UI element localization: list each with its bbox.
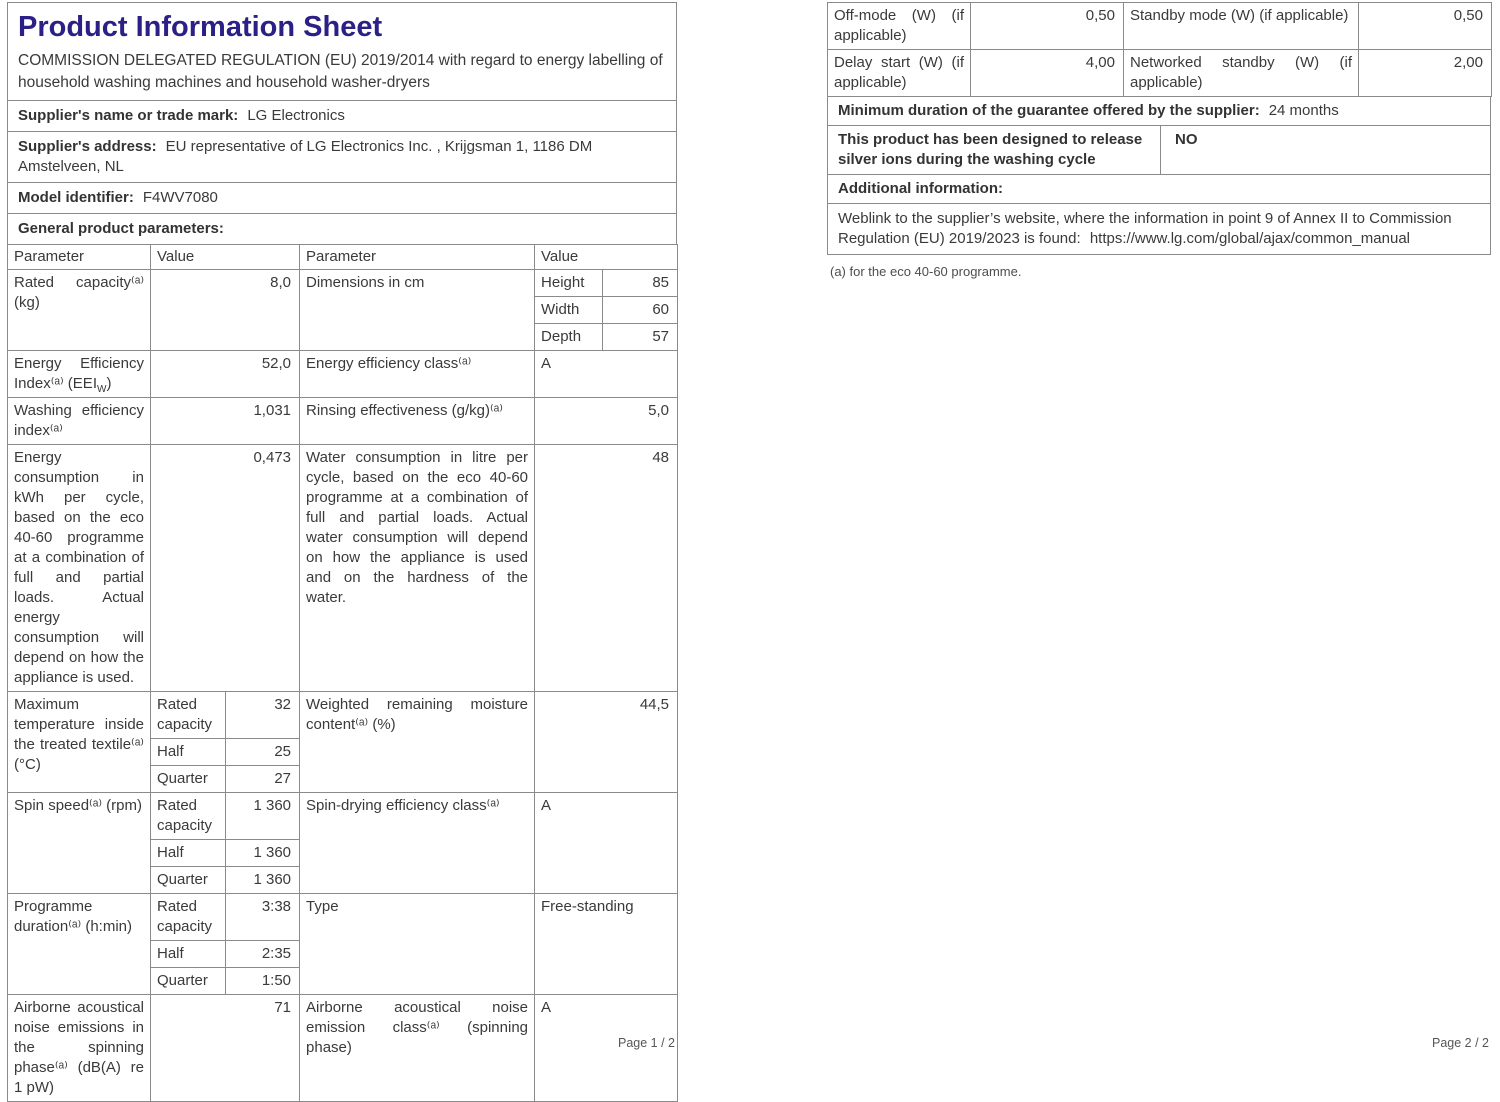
spin-speed-quarter-label: Quarter <box>151 867 226 894</box>
type-param: Type <box>300 894 535 995</box>
spin-class-value: A <box>535 793 678 894</box>
table-row <box>8 351 678 398</box>
max-temp-half-label: Half <box>151 739 226 766</box>
dimension-height-value: 85 <box>603 270 678 297</box>
type-value: Free-standing <box>535 894 678 995</box>
supplier-address-value: EU representative of LG Electronics Inc. , Krijgsman 1, 1186 DM Amstelveen, NL <box>18 138 593 175</box>
noise-class-param: Airborne acoustical noise emission class⁽ᵃ⁾ (spinning phase) <box>300 995 535 1102</box>
eei-subscript: W <box>96 384 107 395</box>
max-temp-quarter-label: Quarter <box>151 766 226 793</box>
standby-param: Standby mode (W) (if applicable) <box>1124 3 1359 50</box>
model-identifier-label: Model identifier: <box>18 189 134 206</box>
spin-speed-rated-label: Rated capacity <box>151 793 226 840</box>
table-row <box>8 995 678 1102</box>
spin-speed-half-value: 1 360 <box>226 840 300 867</box>
duration-rated-value: 3:38 <box>226 894 300 941</box>
dimension-depth-label: Depth <box>535 324 603 351</box>
duration-half-label: Half <box>151 941 226 968</box>
duration-rated-label: Rated capacity <box>151 894 226 941</box>
eei-param-text: Energy Efficiency Index⁽ᵃ⁾ (EEI <box>14 355 144 392</box>
page-title: Product Information Sheet <box>18 11 383 43</box>
eei-param <box>8 351 151 398</box>
document-page-1 <box>7 2 677 1096</box>
page-number-2: Page 2 / 2 <box>1432 1036 1489 1050</box>
spin-speed-quarter-value: 1 360 <box>226 867 300 894</box>
table-row <box>8 894 678 941</box>
networked-standby-value: 2,00 <box>1359 50 1492 97</box>
duration-quarter-value: 1:50 <box>226 968 300 995</box>
table-row <box>8 270 678 297</box>
moisture-param: Weighted remaining moisture content⁽ᵃ⁾ (%) <box>300 692 535 793</box>
supplier-address-row <box>7 131 677 183</box>
model-identifier-value: F4WV7080 <box>142 189 218 206</box>
dimensions-param: Dimensions in cm <box>300 270 535 351</box>
water-consumption-value: 48 <box>535 445 678 692</box>
dimension-depth-value: 57 <box>603 324 678 351</box>
eei-value: 52,0 <box>151 351 300 398</box>
noise-class-value: A <box>535 995 678 1102</box>
off-mode-value: 0,50 <box>971 3 1124 50</box>
max-temp-quarter-value: 27 <box>226 766 300 793</box>
general-parameters-table <box>7 244 678 1102</box>
document-page-2 <box>827 2 1491 1048</box>
table-row <box>8 445 678 692</box>
eei-param-close: ) <box>106 375 112 392</box>
delay-start-value: 4,00 <box>971 50 1124 97</box>
header-parameter-2: Parameter <box>300 245 535 270</box>
spin-speed-rated-value: 1 360 <box>226 793 300 840</box>
energy-consumption-value: 0,473 <box>151 445 300 692</box>
supplier-name-value: LG Electronics <box>247 107 345 124</box>
footnote-eco-programme: (a) for the eco 40-60 programme. <box>830 264 1022 279</box>
energy-class-value: A <box>535 351 678 398</box>
header-value-1: Value <box>151 245 300 270</box>
table-row <box>8 398 678 445</box>
supplier-name-row <box>7 100 677 132</box>
additional-information-label: Additional information: <box>838 180 1003 197</box>
washing-index-value: 1,031 <box>151 398 300 445</box>
rinsing-value: 5,0 <box>535 398 678 445</box>
max-temp-rated-value: 32 <box>226 692 300 739</box>
guarantee-value: 24 months <box>1268 102 1339 119</box>
max-temp-rated-label: Rated capacity <box>151 692 226 739</box>
max-temp-half-value: 25 <box>226 739 300 766</box>
power-modes-table <box>827 2 1492 97</box>
table-row <box>8 793 678 840</box>
table-row <box>828 50 1492 97</box>
spin-speed-param: Spin speed⁽ᵃ⁾ (rpm) <box>8 793 151 894</box>
duration-half-value: 2:35 <box>226 941 300 968</box>
water-consumption-param: Water consumption in litre per cycle, based on the eco 40-60 programme at a combination of full and partial loads. Actual water consumption will depend on how the appliance is used and on the hardness of the water. <box>300 445 535 692</box>
supplier-name-label: Supplier's name or trade mark: <box>18 107 239 124</box>
header-value-2: Value <box>535 245 678 270</box>
silver-ions-value: NO <box>1175 131 1198 148</box>
dimension-height-label: Height <box>535 270 603 297</box>
guarantee-label: Minimum duration of the guarantee offered by the supplier: <box>838 102 1260 119</box>
guarantee-row <box>827 96 1491 126</box>
model-identifier-row <box>7 182 677 214</box>
regulation-subtitle: COMMISSION DELEGATED REGULATION (EU) 2019/2014 with regard to energy labelling of household washing machines and household washer-dryers <box>18 52 663 91</box>
table-header-row <box>8 245 678 270</box>
rinsing-param: Rinsing effectiveness (g/kg)⁽ᵃ⁾ <box>300 398 535 445</box>
moisture-value: 44,5 <box>535 692 678 793</box>
supplier-address-label: Supplier's address: <box>18 138 157 155</box>
networked-standby-param: Networked standby (W) (if applicable) <box>1124 50 1359 97</box>
spin-speed-half-label: Half <box>151 840 226 867</box>
dimension-width-value: 60 <box>603 297 678 324</box>
silver-ions-row <box>827 125 1491 175</box>
title-section <box>7 2 677 101</box>
duration-param: Programme duration⁽ᵃ⁾ (h:min) <box>8 894 151 995</box>
noise-param: Airborne acoustical noise emissions in the spinning phase⁽ᵃ⁾ (dB(A) re 1 pW) <box>8 995 151 1102</box>
general-parameters-heading-row <box>7 213 677 245</box>
rated-capacity-param: Rated capacity⁽ᵃ⁾ (kg) <box>8 270 151 351</box>
standby-value: 0,50 <box>1359 3 1492 50</box>
delay-start-param: Delay start (W) (if applicable) <box>828 50 971 97</box>
additional-information-row <box>827 174 1491 204</box>
table-row <box>828 3 1492 50</box>
weblink-row <box>827 203 1491 255</box>
energy-consumption-param: Energy consumption in kWh per cycle, based on the eco 40-60 programme at a combination of full and partial loads. Actual energy consumption will depend on how the appliance is used. <box>8 445 151 692</box>
dimension-width-label: Width <box>535 297 603 324</box>
silver-ions-label: This product has been designed to release silver ions during the washing cycle <box>828 126 1161 174</box>
off-mode-param: Off-mode (W) (if applicable) <box>828 3 971 50</box>
table-row <box>8 692 678 739</box>
noise-value: 71 <box>151 995 300 1102</box>
header-parameter-1: Parameter <box>8 245 151 270</box>
duration-quarter-label: Quarter <box>151 968 226 995</box>
rated-capacity-value: 8,0 <box>151 270 300 351</box>
max-temperature-param: Maximum temperature inside the treated textile⁽ᵃ⁾ (°C) <box>8 692 151 793</box>
weblink-text: Weblink to the supplier’s website, where the information in point 9 of Annex II to Commission Regulation (EU) 2019/2023 is found: <box>838 210 1452 247</box>
page-number-1: Page 1 / 2 <box>618 1036 675 1050</box>
weblink-url[interactable]: https://www.lg.com/global/ajax/common_manual <box>1089 230 1410 247</box>
washing-index-param: Washing efficiency index⁽ᵃ⁾ <box>8 398 151 445</box>
spin-class-param: Spin-drying efficiency class⁽ᵃ⁾ <box>300 793 535 894</box>
general-parameters-heading: General product parameters: <box>18 220 224 237</box>
energy-class-param: Energy efficiency class⁽ᵃ⁾ <box>300 351 535 398</box>
